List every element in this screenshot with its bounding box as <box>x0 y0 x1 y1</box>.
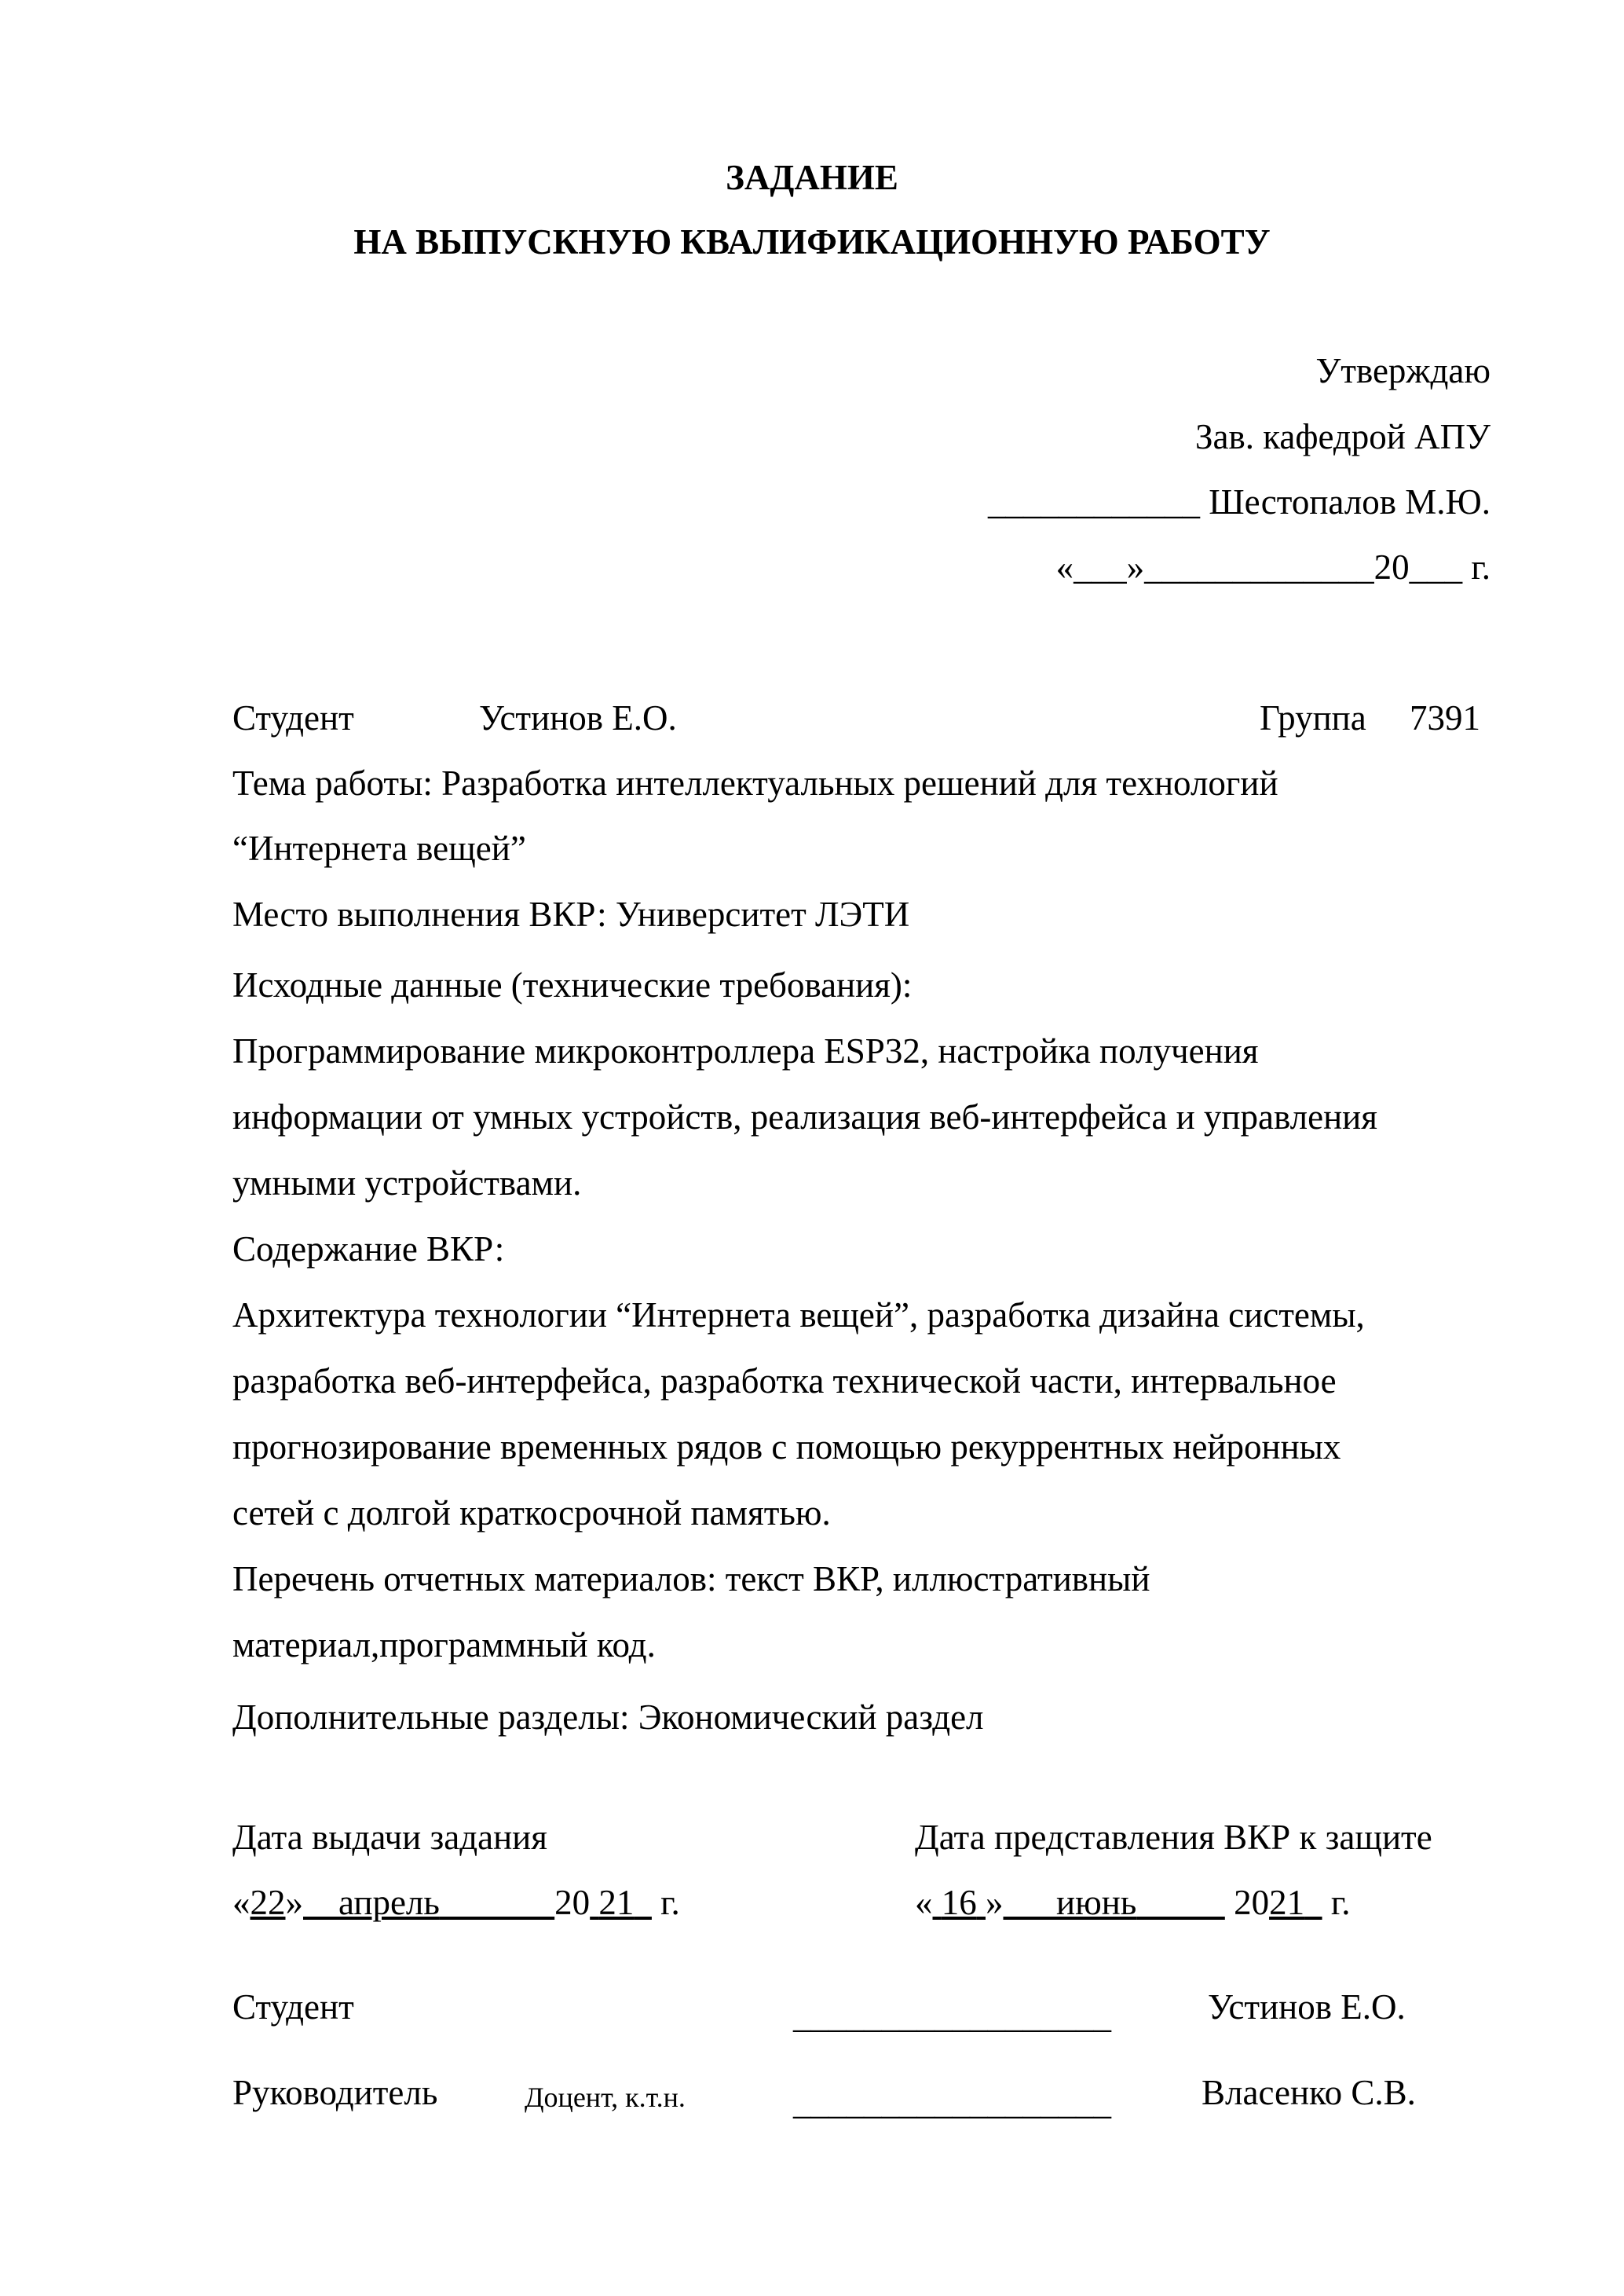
input-data-line-3: умными устройствами. <box>232 1163 582 1203</box>
advisor-name: Власенко С.В. <box>1202 2073 1416 2112</box>
approve-text: Утверждаю <box>1315 351 1490 390</box>
group-number: 7391 <box>1410 698 1480 738</box>
issue-date-label: Дата выдачи задания <box>232 1818 547 1857</box>
submit-day-field <box>933 1883 986 1922</box>
input-data-heading: Исходные данные (технические требования): <box>232 965 913 1005</box>
issue-month-field <box>303 1883 554 1922</box>
issue-month: апрель <box>338 1883 440 1922</box>
approver-signature: ____________ Шестопалов М.Ю. <box>988 482 1490 522</box>
materials-line-2: материал,программный код. <box>232 1625 656 1664</box>
submit-day: 16 <box>941 1883 977 1922</box>
issue-date: «22» апрель 20 21 г. <box>232 1883 680 1922</box>
submit-year: 21 <box>1269 1883 1305 1922</box>
student-signature-blank: __________________ <box>793 1996 1111 2035</box>
content-line-1: Архитектура технологии “Интернета вещей”, разработка дизайна системы, <box>232 1295 1365 1335</box>
content-line-3: прогнозирование временных рядов с помощью рекуррентных нейронных <box>232 1427 1341 1467</box>
content-line-4: сетей с долгой краткосрочной памятью. <box>232 1493 831 1532</box>
title-line-2: НА ВЫПУСКНУЮ КВАЛИФИКАЦИОННУЮ РАБОТУ <box>353 222 1271 262</box>
issue-year: 21 <box>598 1883 635 1922</box>
title-line-1: ЗАДАНИЕ <box>726 158 898 197</box>
input-data-line-1: Программирование микроконтроллера ESP32, настройка получения <box>232 1031 1259 1071</box>
issue-year-field <box>590 1883 652 1922</box>
advisor-title: Доцент, к.т.н. <box>525 2082 686 2113</box>
advisor-signature-blank: __________________ <box>793 2082 1111 2122</box>
content-heading: Содержание ВКР: <box>232 1229 505 1269</box>
advisor-label: Руководитель <box>232 2073 438 2112</box>
place-line: Место выполнения ВКР: Университет ЛЭТИ <box>232 895 910 934</box>
student-name: Устинов Е.О. <box>479 698 677 738</box>
materials-line-1: Перечень отчетных материалов: текст ВКР, иллюстративный <box>232 1559 1150 1598</box>
approver-position: Зав. кафедрой АПУ <box>1194 417 1490 456</box>
group-label: Группа <box>1260 698 1366 738</box>
submit-date: « 16 » июнь 2021 г. <box>915 1883 1351 1922</box>
student-sign-name: Устинов Е.О. <box>1208 1987 1406 2027</box>
submit-date-label: Дата представления ВКР к защите <box>915 1818 1432 1857</box>
topic-line-1: Тема работы: Разработка интеллектуальных решений для технологий <box>232 764 1278 803</box>
submit-year-field <box>1269 1883 1322 1922</box>
student-sign-label: Студент <box>232 1987 354 2027</box>
issue-day: 22 <box>250 1883 286 1922</box>
input-data-line-2: информации от умных устройств, реализация веб-интерфейса и управления <box>232 1097 1377 1137</box>
approval-date: «___»_____________20___ г. <box>1055 547 1490 587</box>
topic-line-2: “Интернета вещей” <box>232 829 526 868</box>
student-label: Студент <box>232 698 354 738</box>
submit-month: июнь <box>1056 1883 1137 1922</box>
submit-month-field <box>1004 1883 1225 1922</box>
extra-sections-line: Дополнительные разделы: Экономический раздел <box>232 1697 984 1737</box>
content-line-2: разработка веб-интерфейса, разработка технической части, интервальное <box>232 1361 1337 1401</box>
